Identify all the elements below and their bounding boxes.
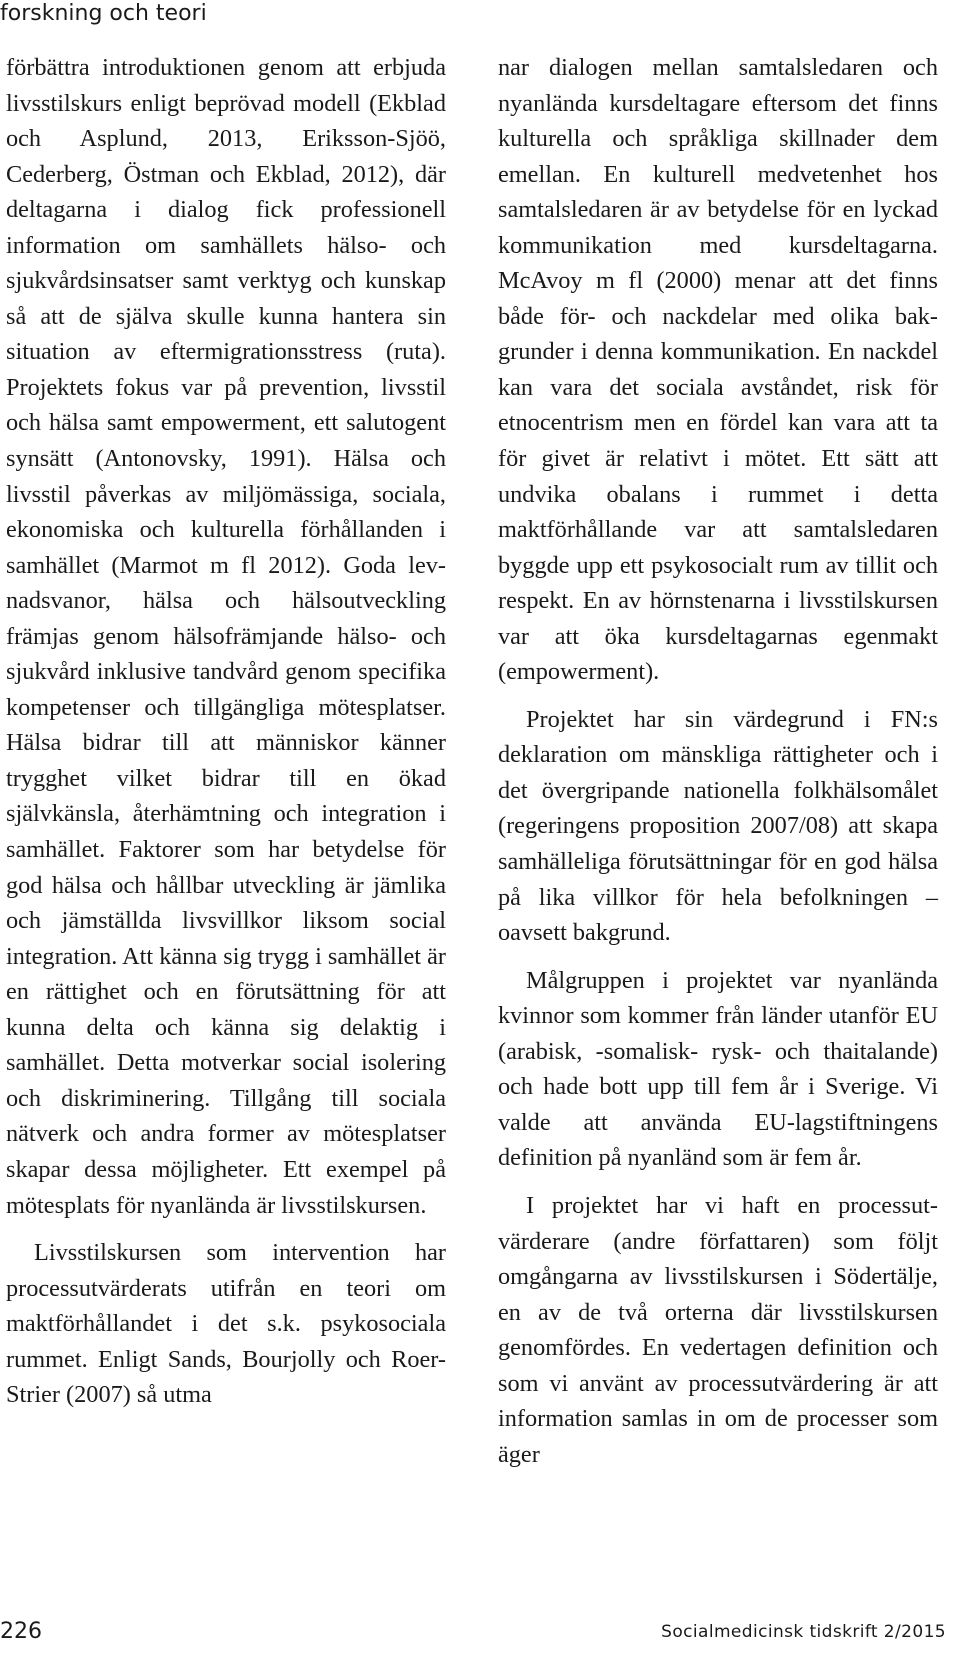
body-paragraph: I projektet har vi haft en processutvärderare (andre författaren) som följt omgångarna av livsstilskursen i Södertälje, en av de två orterna där livsstilskursen genomfördes. En vedertagen definition och som vi använt av processutvärdering är att information samlas in om de processer som äger: [498, 1191, 938, 1468]
body-paragraph: Projektet har sin värdegrund i FN:s deklaration om mänskliga rättigheter och i det övergripande nationella folkhälsomålet (regeringens proposition 2007/08) att skapa samhälleliga förutsättningar för en god hälsa på lika villkor för hela befolkningen – oavsett bakgrund.: [498, 705, 938, 947]
left-column: [6, 50, 446, 1413]
journal-name: Socialmedicinsk tidskrift 2/2015: [661, 1622, 946, 1642]
body-paragraph: Livsstilskursen som intervention har processutvärderats utifrån en teori om maktförhållandet i det s.k. psykosociala rummet. Enligt Sands, Bourjolly och Roer-Strier (2007) så utma: [6, 1239, 446, 1409]
body-paragraph: nar dialogen mellan samtalsledaren och nyanlända kursdeltagare eftersom det finns kulturella och språkliga skillnader dem emellan. En kulturell medvetenhet hos samtalsledaren är av betydelse för en lyckad kommunikation med kursdeltagarna. McAvoy m fl (2000) menar att det finns både för- och nackdelar med olika bakgrunder i denna kommunikation. En nackdel kan vara det sociala avståndet, risk för etnocentrism men en fördel kan vara att ta för givet är relativt i mötet. Ett sätt att undvika obalans i rummet i detta maktförhållande var att samtalsledaren byggde upp ett psykosocialt rum av tillit och respekt. En av hörnstenarna i livsstilskursen var att öka kursdeltagarnas egenmakt (empowerment).: [498, 54, 938, 686]
page-number: 226: [0, 1619, 42, 1644]
section-label: forskning och teori: [0, 1, 207, 26]
body-paragraph: Målgruppen i projektet var nyanlända kvinnor som kommer från länder utanför EU (arabisk, -somalisk- rysk- och thaitalande) och hade bott upp till fem år i Sverige. Vi valde att använda EU-lagstiftningens definition på nyanländ som är fem år.: [498, 966, 938, 1172]
body-paragraph: förbättra introduktionen genom att erbjuda livsstilskurs enligt beprövad modell (Ekblad och Asplund, 2013, Eriksson-Sjöö, Cederberg, Östman och Ekblad, 2012), där deltagarna i dialog fick professionell information om samhällets hälso- och sjukvårdsinsatser samt verktyg och kunskap så att de själva skulle kunna hantera sin situation av eftermigrationsstress (ruta). Projektets fokus var på prevention, livsstil och hälsa samt empowerment, ett salutogent synsätt (Antonovsky, 1991). Hälsa och livsstil påverkas av miljömässiga, sociala, ekonomiska och kulturella förhållanden i samhället (Marmot m fl 2012). Goda levnadsvanor, hälsa och hälsoutveckling främjas genom hälsofrämjande hälso- och sjukvård inklusive tandvård genom specifika kompetenser och tillgängliga mötesplatser. Hälsa bidrar till att människor känner trygghet vilket bidrar till en ökad självkänsla, återhämtning och integration i samhället. Faktorer som har betydelse för god hälsa och hållbar utveckling är jämlika och jämställda livsvillkor liksom social integration. Att känna sig trygg i samhället är en rättighet och en förutsättning för att kunna delta och känna sig delaktig i samhället. Detta motverkar social isolering och diskriminering. Tillgång till sociala nätverk och andra former av mötesplatser skapar dessa möjligheter. Ett exempel på mötesplats för nyanlända är livsstilskursen.: [6, 54, 446, 1219]
right-column: [498, 50, 938, 1472]
